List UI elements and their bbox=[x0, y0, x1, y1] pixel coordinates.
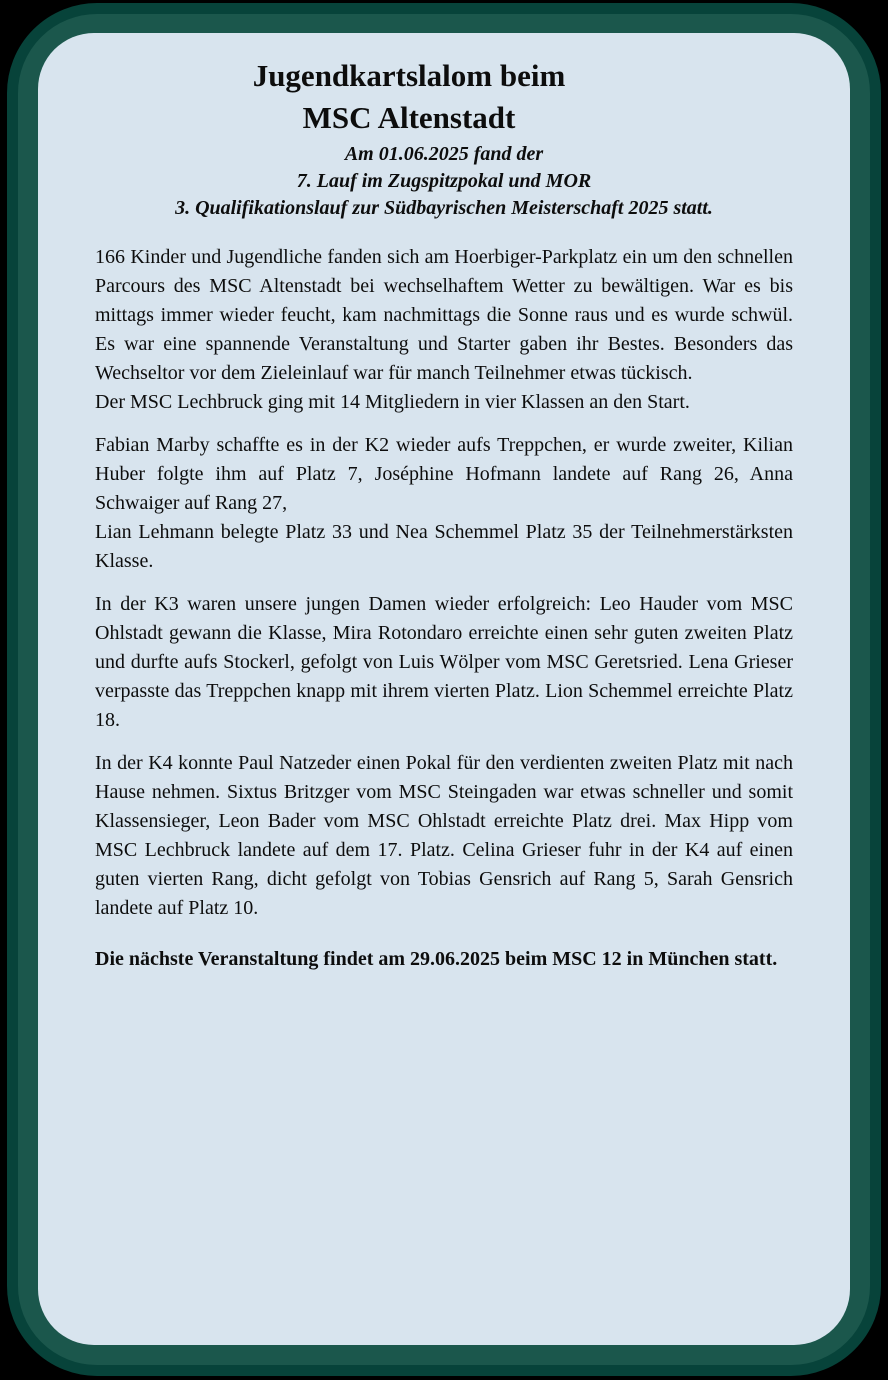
subtitle-line-1: Am 01.06.2025 fand der bbox=[344, 143, 544, 165]
paragraph-k4-results bbox=[95, 749, 793, 923]
title-line-1: Jugendkartslalom beim bbox=[252, 58, 566, 93]
article-title bbox=[95, 55, 723, 139]
paragraph-k4-results-text: In der K4 konnte Paul Natzeder einen Pokal für den verdienten zweiten Platz mit nach Hause nehmen. Sixtus Britzger vom MSC Steingaden war etwas schneller und somit Klassensieger, Leon Bader vom MSC Ohlstadt erreichte Platz drei. Max Hipp vom MSC Lechbruck landete auf dem 17. Platz. Celina Grieser fuhr in der K4 auf einen guten vierten Rang, dicht gefolgt von Tobias Gensrich auf Rang 5, Sarah Gensrich landete auf Platz 10. bbox=[95, 752, 793, 919]
paragraph-k2-results bbox=[95, 431, 793, 576]
subtitle-line-2: 7. Lauf im Zugspitzpokal und MOR bbox=[296, 170, 592, 192]
paragraph-k2-results-text: Fabian Marby schaffte es in der K2 wieder aufs Treppchen, er wurde zweiter, Kilian Huber folgte ihm auf Platz 7, Joséphine Hofmann landete auf Rang 26, Anna Schwaiger auf Rang 27, bbox=[95, 434, 793, 514]
paragraph-k3-results bbox=[95, 590, 793, 735]
event-subtitle bbox=[95, 141, 793, 222]
title-line-2: MSC Altenstadt bbox=[302, 100, 516, 135]
paragraph-event-overview-text: 166 Kinder und Jugendliche fanden sich am Hoerbiger-Parkplatz ein um den schnellen Parcours des MSC Altenstadt bei wechselhaftem Wetter zu bewältigen. War es bis mittags immer wieder feucht, kam nachmittags die Sonne raus und es wurde schwül. Es war eine spannende Veranstaltung und Starter gaben ihr Bestes. Besonders das Wechseltor vor dem Zieleinlauf war für manch Teilnehmer etwas tückisch. bbox=[95, 246, 793, 384]
paragraph-k3-results-text: In der K3 waren unsere jungen Damen wieder erfolgreich: Leo Hauder vom MSC Ohlstadt gewann die Klasse, Mira Rotondaro erreichte einen sehr guten zweiten Platz und durfte aufs Stockerl, gefolgt von Luis Wölper vom MSC Geretsried. Lena Grieser verpasste das Treppchen knapp mit ihrem vierten Platz. Lion Schemmel erreichte Platz 18. bbox=[95, 593, 793, 731]
paragraph-event-overview bbox=[95, 243, 793, 417]
paragraph-k2-results-lian-line: Lian Lehmann belegte Platz 33 und Nea Schemmel Platz 35 der Teilnehmerstärksten Klasse. bbox=[95, 521, 793, 572]
paragraph-event-overview-lechbruck-line: Der MSC Lechbruck ging mit 14 Mitgliedern in vier Klassen an den Start. bbox=[95, 391, 690, 413]
article-content bbox=[38, 33, 850, 974]
closing-announcement: Die nächste Veranstaltung findet am 29.06.2025 beim MSC 12 in München statt. bbox=[95, 948, 778, 970]
subtitle-line-3: 3. Qualifikationslauf zur Südbayrischen Meisterschaft 2025 statt. bbox=[175, 197, 713, 219]
document-sheet bbox=[38, 33, 850, 1345]
teal-border-frame bbox=[7, 3, 881, 1376]
